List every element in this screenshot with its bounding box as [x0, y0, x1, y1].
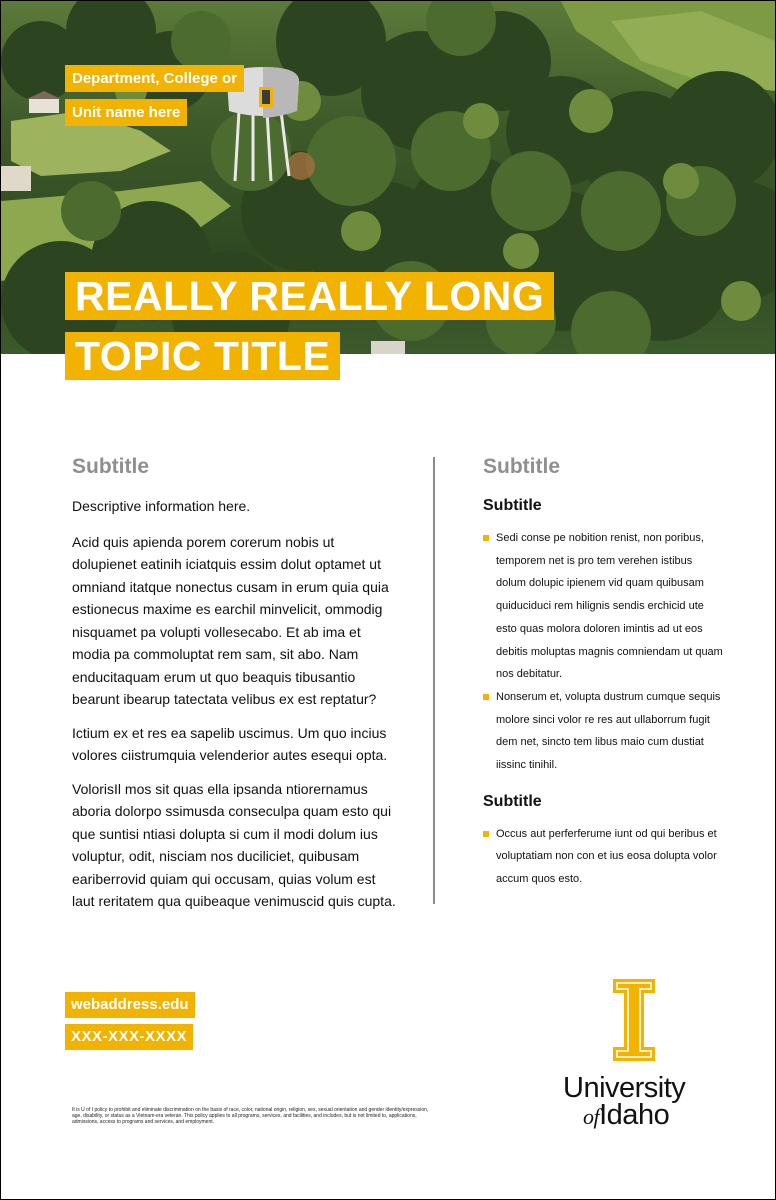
- section1-heading: Subtitle: [483, 497, 542, 514]
- department-name-line2: Unit name here: [65, 99, 187, 126]
- right-subtitle: Subtitle: [483, 455, 560, 478]
- bullet-item: Nonserum et, volupta dustrum cumque sequis molore sinci volor re res aut ullaborrum fugit dem net, sincto tem libus maio cum dustiat iissinc tinihil.: [483, 686, 723, 777]
- left-subtitle: Subtitle: [72, 455, 149, 478]
- wordmark-university: University: [563, 1072, 686, 1104]
- department-name-line1: Department, College or: [65, 65, 244, 92]
- bullet-item: Sedi conse pe nobition renist, non poribus, temporem net is pro tem verehen istibus dolum dolupic ipienem vid quam quibusam quiduciduci rem hilignis sendis erchicid ute esto quas molora doloren imintis ad ut eos debitis moluptas magnis comniendam ut quam nos debitatur.: [483, 527, 723, 686]
- section1-bullet-list: [483, 527, 723, 777]
- university-i-logo-icon: [611, 977, 657, 1063]
- bullet-item: Occus aut perferferume iunt od qui beribus et voluptatiam non con et ius eosa dolupta volor accum quos esto.: [483, 823, 723, 891]
- body-paragraph: VolorisIl mos sit quas ella ipsanda ntiorernamus aboria dolorpo ssimusda conseculpa quam esto qui que suntisi ntiasi dolupta si cum il modi dolum ius voluptur, odit, nisciam nos duciliciet, quibusam eariberrovid quiam qui occusam, quias volum est laut reritatem qua quibeaque venimuscid quis cupta.: [72, 780, 396, 909]
- university-of-idaho-wordmark: [563, 1073, 713, 1132]
- body-paragraph: Ictium ex et res ea sapelib uscimus. Um quo incius volores ciistrumquia velenderior autes esequi opta.: [72, 724, 388, 763]
- wordmark-idaho: Idaho: [599, 1099, 670, 1131]
- right-column: [483, 454, 723, 891]
- intro-text: Descriptive information here.: [72, 498, 251, 514]
- body-paragraph: Acid quis apienda porem corerum nobis ut dolupienet eatinih iciatquis essim dolut optamet ut omniand itatque nonectus cusam in erum quia quia estionecus maxime es earchil minvelicit, ommodig nisquamet pa volupti vollesecabo. Et ab ima et modia pa commoluptat rem sam, sit abo. Nam enducitaquam erum ut quo beaquis tibusantio bearunt ibearup tatectata velibus ex est reptatur?: [72, 533, 389, 707]
- section2-heading: Subtitle: [483, 792, 542, 810]
- topic-title-line2: TOPIC TITLE: [65, 332, 340, 380]
- section2-bullet-list: [483, 823, 723, 891]
- web-address[interactable]: webaddress.edu: [65, 992, 195, 1018]
- column-divider: [433, 457, 435, 904]
- nondiscrimination-statement: It is U of I policy to prohibit and eliminate discrimination on the basis of race, color, national origin, religion, sex, sexual orientation and gender identity/expression, age, disability, or status as a Vietnam-era veteran. This policy applies to all programs, services, and facilities, and includes, but is not limited to, applications, admissions, access to programs and services, and employment.: [72, 1107, 429, 1125]
- left-column: [72, 454, 397, 924]
- topic-title-line1: REALLY REALLY LONG: [65, 272, 554, 320]
- wordmark-of: of: [583, 1104, 600, 1129]
- phone-number: XXX-XXX-XXXX: [65, 1024, 193, 1050]
